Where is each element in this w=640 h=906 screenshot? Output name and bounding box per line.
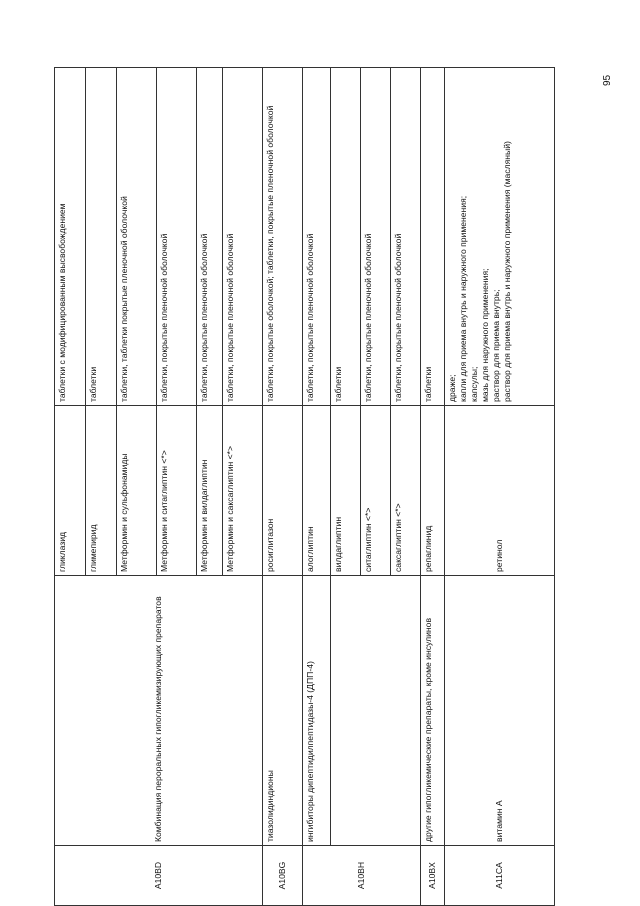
drug-form: таблетки, покрытые пленочной оболочкой (391, 68, 421, 406)
drug-form-item: драже; (447, 374, 457, 402)
atc-code-a11ca: A11CA (445, 846, 555, 906)
drug-form: таблетки с модифицированным высвобождением (55, 68, 86, 406)
drug-form-item: раствор для приема внутрь; (491, 289, 501, 402)
drug-form-item: капли для приема внутрь и наружного применения; (458, 195, 468, 402)
drug-form-item: капсулы; (469, 366, 479, 402)
table-row (55, 68, 86, 906)
drug-form: таблетки, покрытые пленочной оболочкой (361, 68, 391, 406)
drug-form: таблетки, покрытые пленочной оболочкой (197, 68, 223, 406)
table-row (331, 68, 361, 906)
atc-code-a10bh: A10BH (303, 846, 421, 906)
table-row (263, 68, 303, 906)
table-row (421, 68, 445, 906)
group-a11ca: витамин А (445, 576, 555, 846)
drug-name: ситаглиптин <*> (361, 406, 391, 576)
drug-form: таблетки, покрытые оболочкой; таблетки, покрытые пленочной оболочкой (263, 68, 303, 406)
drug-name: Метформин и сульфонамиды (117, 406, 157, 576)
drug-name: Метформин и саксаглиптин <*> (223, 406, 263, 576)
drug-name: вилдаглиптин (331, 406, 361, 576)
group-a10bg: тиазолидиндионы (263, 576, 303, 846)
atc-code-a10bx: A10BX (421, 846, 445, 906)
drug-form-item: раствор для приема внутрь и наружного применения (масляный) (502, 141, 512, 402)
drug-name: алоглиптин (303, 406, 331, 576)
drug-name: ретинол (445, 406, 555, 576)
drug-name: Метформин и ситаглиптин <*> (157, 406, 197, 576)
drug-form: таблетки, покрытые пленочной оболочкой (303, 68, 331, 406)
page-number: 95 (602, 74, 613, 86)
group-a10bx: другие гипогликемические препараты, кроме инсулинов (421, 576, 445, 846)
drug-form: таблетки (86, 68, 117, 406)
table-row (445, 68, 555, 906)
drug-table (54, 67, 555, 906)
group-a10bd: Комбинация пероральных гипогликемизирующих препаратов (55, 576, 263, 846)
drug-name: глимепирид (86, 406, 117, 576)
drug-form: таблетки, таблетки покрытые пленочной оболочкой (117, 68, 157, 406)
group-a10bh-empty (331, 576, 421, 846)
group-a10bh: ингибиторы дипептидилпептидазы-4 (ДПП-4) (303, 576, 331, 846)
drug-name: росиглитазон (263, 406, 303, 576)
drug-forms-list (445, 68, 555, 406)
table-row (303, 68, 331, 906)
drug-name: Метформин и вилдаглиптин (197, 406, 223, 576)
drug-form: таблетки, покрытые пленочной оболочкой (223, 68, 263, 406)
atc-code-a10bg: A10BG (263, 846, 303, 906)
atc-code-a10bd: A10BD (55, 846, 263, 906)
drug-name: репаглинид (421, 406, 445, 576)
drug-form: таблетки, покрытые пленочной оболочкой (157, 68, 197, 406)
document-page (54, 68, 560, 906)
drug-form: таблетки (331, 68, 361, 406)
drug-name: гликлазид (55, 406, 86, 576)
drug-form-item: мазь для наружного применения; (480, 268, 490, 402)
drug-name: саксаглиптин <*> (391, 406, 421, 576)
rotated-table-wrapper (54, 68, 560, 906)
drug-form: таблетки (421, 68, 445, 406)
